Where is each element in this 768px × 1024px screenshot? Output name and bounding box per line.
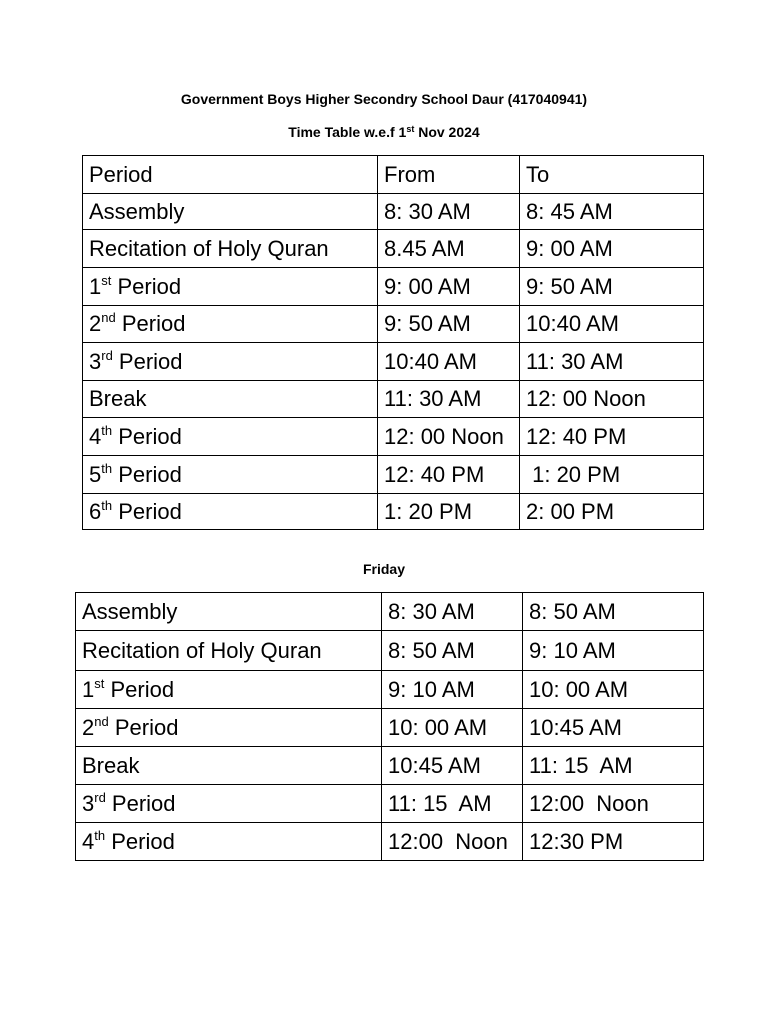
period-label: 1: [82, 676, 95, 702]
period-cell: [83, 230, 378, 268]
from-cell: 8: 30 AM: [382, 593, 523, 631]
table-row: [76, 709, 704, 747]
period-ordinal-suffix: st: [101, 272, 112, 288]
period-label: 4: [89, 423, 102, 449]
table-row: [83, 456, 704, 494]
period-label-suffix: Period: [105, 828, 175, 854]
period-cell: [76, 747, 382, 785]
table-row: [83, 194, 704, 230]
period-cell: [83, 418, 378, 456]
period-cell: [83, 494, 378, 530]
from-cell: 8: 30 AM: [378, 194, 520, 230]
from-cell: 1: 20 PM: [378, 494, 520, 530]
table-row: [83, 343, 704, 381]
table-row: [76, 823, 704, 861]
period-ordinal-suffix: th: [101, 460, 113, 476]
from-cell: 8.45 AM: [378, 230, 520, 268]
period-cell: [76, 785, 382, 823]
to-cell: 2: 00 PM: [520, 494, 704, 530]
period-label: 2: [89, 311, 102, 336]
table-row: [83, 230, 704, 268]
period-label: Break: [82, 752, 140, 778]
to-cell: 10:45 AM: [523, 709, 704, 747]
to-cell: 12: 40 PM: [520, 418, 704, 456]
period-cell: [83, 268, 378, 306]
period-ordinal-suffix: st: [94, 675, 105, 691]
to-cell: 11: 15 AM: [523, 747, 704, 785]
period-label: Recitation of Holy Quran: [82, 637, 322, 663]
period-label-suffix: Period: [111, 273, 182, 299]
friday-heading: Friday: [362, 561, 405, 577]
table-row: [76, 593, 704, 631]
period-ordinal-suffix: nd: [101, 310, 116, 325]
period-ordinal-suffix: th: [94, 827, 106, 843]
table-row: [83, 494, 704, 530]
to-cell: 9: 50 AM: [520, 268, 704, 306]
period-label-suffix: Period: [108, 714, 179, 740]
to-cell: 12: 00 Noon: [520, 381, 704, 418]
table-row: [83, 418, 704, 456]
period-label: 3: [89, 348, 102, 374]
period-label-suffix: Period: [112, 348, 183, 374]
period-cell: [83, 343, 378, 381]
period-cell: [76, 671, 382, 709]
period-cell: [83, 194, 378, 230]
period-cell: [83, 306, 378, 343]
to-cell: 12:00 Noon: [523, 785, 704, 823]
from-cell: 12: 40 PM: [378, 456, 520, 494]
from-cell: 11: 30 AM: [378, 381, 520, 418]
to-cell: 8: 50 AM: [523, 593, 704, 631]
period-label-suffix: Period: [104, 676, 175, 702]
from-cell: 12: 00 Noon: [378, 418, 520, 456]
period-label: Assembly: [82, 598, 178, 624]
period-ordinal-suffix: th: [101, 422, 113, 438]
header-to: To: [520, 156, 704, 194]
period-label: 1: [89, 273, 102, 299]
header-from: From: [378, 156, 520, 194]
weekday-timetable: [82, 155, 704, 530]
from-cell: 12:00 Noon: [382, 823, 523, 861]
period-cell: [76, 631, 382, 671]
from-cell: 10:40 AM: [378, 343, 520, 381]
from-cell: 9: 00 AM: [378, 268, 520, 306]
table-row: [76, 671, 704, 709]
period-label: Assembly: [89, 198, 185, 224]
table-row: [83, 268, 704, 306]
period-cell: [76, 823, 382, 861]
period-cell: [83, 456, 378, 494]
table-header-row: [83, 156, 704, 194]
period-ordinal-suffix: rd: [94, 789, 106, 805]
period-label: 5: [89, 461, 102, 487]
period-label: 3: [82, 790, 95, 816]
to-cell: 10: 00 AM: [523, 671, 704, 709]
period-ordinal-suffix: nd: [94, 713, 109, 729]
to-cell: 11: 30 AM: [520, 343, 704, 381]
from-cell: 9: 10 AM: [382, 671, 523, 709]
period-label-suffix: Period: [112, 461, 182, 487]
period-label-suffix: Period: [112, 498, 182, 524]
period-cell: [76, 709, 382, 747]
school-title: Government Boys Higher Secondry School Daur (417040941): [180, 91, 588, 107]
table-row: [76, 747, 704, 785]
period-cell: [76, 593, 382, 631]
period-label: 4: [82, 828, 95, 854]
table-row: [76, 631, 704, 671]
timetable-title-sup: st: [406, 124, 415, 134]
from-cell: 8: 50 AM: [382, 631, 523, 671]
friday-timetable: [75, 592, 704, 861]
to-cell: 9: 00 AM: [520, 230, 704, 268]
table-row: [83, 306, 704, 343]
period-ordinal-suffix: th: [101, 497, 113, 513]
from-cell: 10:45 AM: [382, 747, 523, 785]
timetable-title-suffix: Nov 2024: [414, 124, 480, 140]
period-label: Recitation of Holy Quran: [89, 235, 329, 261]
header-period: Period: [83, 156, 378, 194]
to-cell: 8: 45 AM: [520, 194, 704, 230]
period-label-suffix: Period: [112, 423, 182, 449]
period-label: Break: [89, 386, 147, 411]
period-label: 6: [89, 498, 102, 524]
period-label-suffix: Period: [105, 790, 176, 816]
to-cell: 9: 10 AM: [523, 631, 704, 671]
to-cell: 10:40 AM: [520, 306, 704, 343]
period-ordinal-suffix: rd: [101, 347, 113, 363]
period-cell: [83, 381, 378, 418]
period-label: 2: [82, 714, 95, 740]
to-cell: 12:30 PM: [523, 823, 704, 861]
from-cell: 10: 00 AM: [382, 709, 523, 747]
table-row: [76, 785, 704, 823]
to-cell: 1: 20 PM: [520, 456, 704, 494]
from-cell: 11: 15 AM: [382, 785, 523, 823]
timetable-title: [0, 123, 768, 143]
timetable-title-prefix: Time Table w.e.f 1: [288, 124, 407, 140]
from-cell: 9: 50 AM: [378, 306, 520, 343]
period-label-suffix: Period: [115, 311, 186, 336]
table-row: [83, 381, 704, 418]
